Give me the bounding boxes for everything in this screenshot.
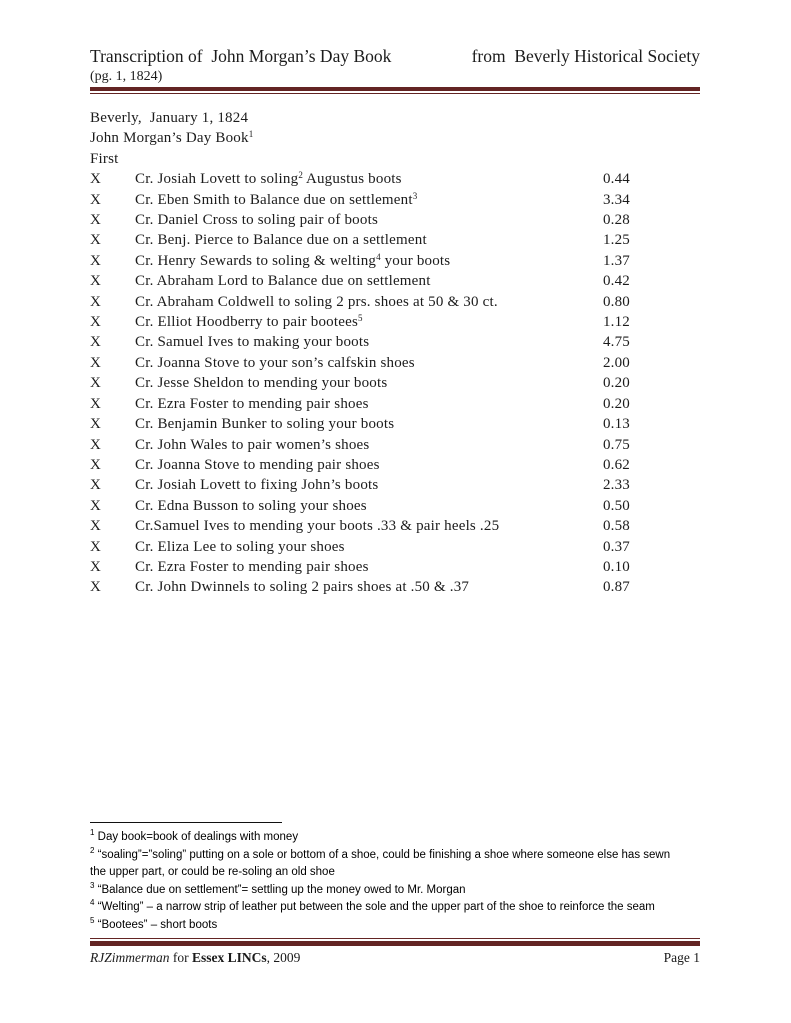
entry-marker: X <box>90 558 102 575</box>
entry-amount: 2.33 <box>602 477 630 494</box>
footer-rule-thick <box>90 941 700 946</box>
book-title-line: John Morgan’s Day Book$^1$ <box>90 129 254 147</box>
footnotes-list <box>90 829 730 935</box>
entry-row <box>90 435 700 455</box>
entry-row <box>90 169 700 189</box>
entry-row <box>90 475 700 495</box>
footnote-number: 3 <box>90 880 95 890</box>
entry-marker: X <box>90 293 102 310</box>
entry-amount: 0.20 <box>602 395 630 412</box>
entry-amount: 2.00 <box>602 354 630 371</box>
document-source: from Beverly Historical Society <box>471 46 700 66</box>
entry-marker: X <box>90 273 102 290</box>
entry-description: Cr. Daniel Cross to soling pair of boots <box>135 212 378 229</box>
document-title: Transcription of John Morgan’s Day Book <box>90 46 392 66</box>
entry-row <box>90 394 700 414</box>
page-header <box>90 45 700 86</box>
footnote-number: 2 <box>90 845 95 855</box>
entry-marker: X <box>90 212 102 229</box>
footnote-number: 1 <box>90 828 95 837</box>
entry-row <box>90 537 700 557</box>
entry-description: Cr. Eliza Lee to soling your shoes <box>135 538 345 555</box>
header-rule-thin <box>90 93 700 94</box>
entry-amount: 0.37 <box>602 538 630 555</box>
entry-marker: X <box>90 191 102 208</box>
entry-row <box>90 271 700 291</box>
footnote-ref: 5 <box>358 313 363 324</box>
entry-row <box>90 414 700 434</box>
entry-amount: 0.10 <box>602 558 630 575</box>
entry-row <box>90 251 700 271</box>
date-line: Beverly, January 1, 1824 <box>90 110 249 126</box>
daybook-body <box>90 108 700 598</box>
entry-description: Cr. Ezra Foster to mending pair shoes <box>135 558 369 575</box>
footnote-line: $^4$ “Welting” – a narrow strip of leather put between the sole and the upper part of the shoe to reinforce the seam <box>90 898 655 914</box>
entry-marker: X <box>90 232 102 249</box>
entry-marker: X <box>90 497 102 514</box>
entry-description: Cr. Abraham Lord to Balance due on settlement <box>135 273 431 290</box>
entries-list <box>90 169 700 598</box>
entry-marker: X <box>90 518 102 535</box>
footnote-ref: 2 <box>298 170 303 181</box>
entry-description: Cr. Benj. Pierce to Balance due on a settlement <box>135 232 427 249</box>
entry-row <box>90 190 700 210</box>
entry-marker: X <box>90 416 102 433</box>
entry-description: Cr. Elliot Hoodberry to pair bootees$^5$ <box>135 313 363 331</box>
page-footer <box>90 950 700 966</box>
entry-description: Cr. Henry Sewards to soling & welting$^4$ your boots <box>135 251 451 269</box>
entry-amount: 0.42 <box>602 273 630 290</box>
entry-row <box>90 230 700 250</box>
footnote-line: $^3$ “Balance due on settlement”= settling up the money owed to Mr. Morgan <box>90 880 466 896</box>
footnote-ref: 4 <box>376 251 381 262</box>
entry-description: Cr. John Dwinnels to soling 2 pairs shoes at .50 & .37 <box>135 579 470 596</box>
entry-description: Cr. Joanna Stove to your son’s calfskin shoes <box>135 354 415 371</box>
entry-amount: 1.37 <box>602 252 630 269</box>
entry-amount: 0.28 <box>602 212 630 229</box>
entry-marker: X <box>90 436 102 453</box>
entry-amount: 0.62 <box>602 456 630 473</box>
entry-row <box>90 210 700 230</box>
entry-description: Cr. Samuel Ives to making your boots <box>135 334 370 351</box>
entry-marker: X <box>90 579 102 596</box>
entry-amount: 1.12 <box>602 314 630 331</box>
entry-marker: X <box>90 334 102 351</box>
entry-description: Cr. Ezra Foster to mending pair shoes <box>135 395 369 412</box>
footnote-number: 4 <box>90 898 95 908</box>
page-number: Page 1 <box>663 950 700 965</box>
footnote-line: $^1$ Day book=book of dealings with money <box>90 828 299 843</box>
footnote-ref: 1 <box>248 129 254 140</box>
entry-row <box>90 496 700 516</box>
entry-row <box>90 373 700 393</box>
header-title-row <box>90 45 700 67</box>
entry-row <box>90 557 700 577</box>
entry-marker: X <box>90 354 102 371</box>
entry-amount: 0.20 <box>602 375 630 392</box>
entry-description: Cr. Jesse Sheldon to mending your boots <box>135 375 388 392</box>
entry-description: Cr. Benjamin Bunker to soling your boots <box>135 416 395 433</box>
entry-row <box>90 332 700 352</box>
footer-rule <box>90 938 700 946</box>
entry-amount: 0.50 <box>602 497 630 514</box>
footer-credit: RJZimmerman for Essex LINCs, 2009 <box>90 950 301 965</box>
entry-description: Cr. Joanna Stove to mending pair shoes <box>135 456 380 473</box>
entry-description: Cr. Josiah Lovett to soling$^2$ Augustus boots <box>135 170 402 188</box>
entry-description: Cr.Samuel Ives to mending your boots .33 & pair heels .25 <box>135 518 500 535</box>
entry-marker: X <box>90 456 102 473</box>
entry-description: Cr. Eben Smith to Balance due on settlement$^3$ <box>135 190 418 208</box>
entry-row <box>90 577 700 597</box>
entry-description: Cr. Edna Busson to soling your shoes <box>135 497 367 514</box>
entry-marker: X <box>90 314 102 331</box>
entry-amount: 0.87 <box>602 579 630 596</box>
footnote-separator <box>90 822 282 823</box>
entry-marker: X <box>90 375 102 392</box>
entry-amount: 0.75 <box>602 436 630 453</box>
entry-marker: X <box>90 477 102 494</box>
document-subtitle: (pg. 1, 1824) <box>90 69 163 84</box>
entry-amount: 0.44 <box>602 171 630 188</box>
entry-row <box>90 292 700 312</box>
header-rule <box>90 87 700 94</box>
entry-row <box>90 312 700 332</box>
footnote-line: $^2$ “soaling”=”soling” putting on a sole or bottom of a shoe, could be finishing a shoe where someone else has sewn <box>90 845 671 861</box>
entry-row <box>90 455 700 475</box>
entry-amount: 0.13 <box>602 416 630 433</box>
footnote-number: 5 <box>90 915 95 925</box>
footnote-line: $^5$ “Bootees” – short boots <box>90 915 218 931</box>
entry-amount: 3.34 <box>602 191 630 208</box>
entry-row <box>90 516 700 536</box>
footnote-line: the upper part, or could be re-soling an old shoe <box>90 866 335 879</box>
footnote-ref: 3 <box>412 190 418 201</box>
entry-amount: 4.75 <box>602 334 630 351</box>
entry-description: Cr. Abraham Coldwell to soling 2 prs. shoes at 50 & 30 ct. <box>135 293 498 310</box>
entry-row <box>90 353 700 373</box>
entry-description: Cr. John Wales to pair women’s shoes <box>135 436 370 453</box>
entry-marker: X <box>90 395 102 412</box>
entry-amount: 0.58 <box>602 518 630 535</box>
first-label: First <box>90 150 119 167</box>
entry-amount: 0.80 <box>602 293 630 310</box>
entry-amount: 1.25 <box>602 232 630 249</box>
entry-marker: X <box>90 538 102 555</box>
entry-description: Cr. Josiah Lovett to fixing John’s boots <box>135 477 379 494</box>
entry-marker: X <box>90 252 102 269</box>
entry-marker: X <box>90 171 102 188</box>
